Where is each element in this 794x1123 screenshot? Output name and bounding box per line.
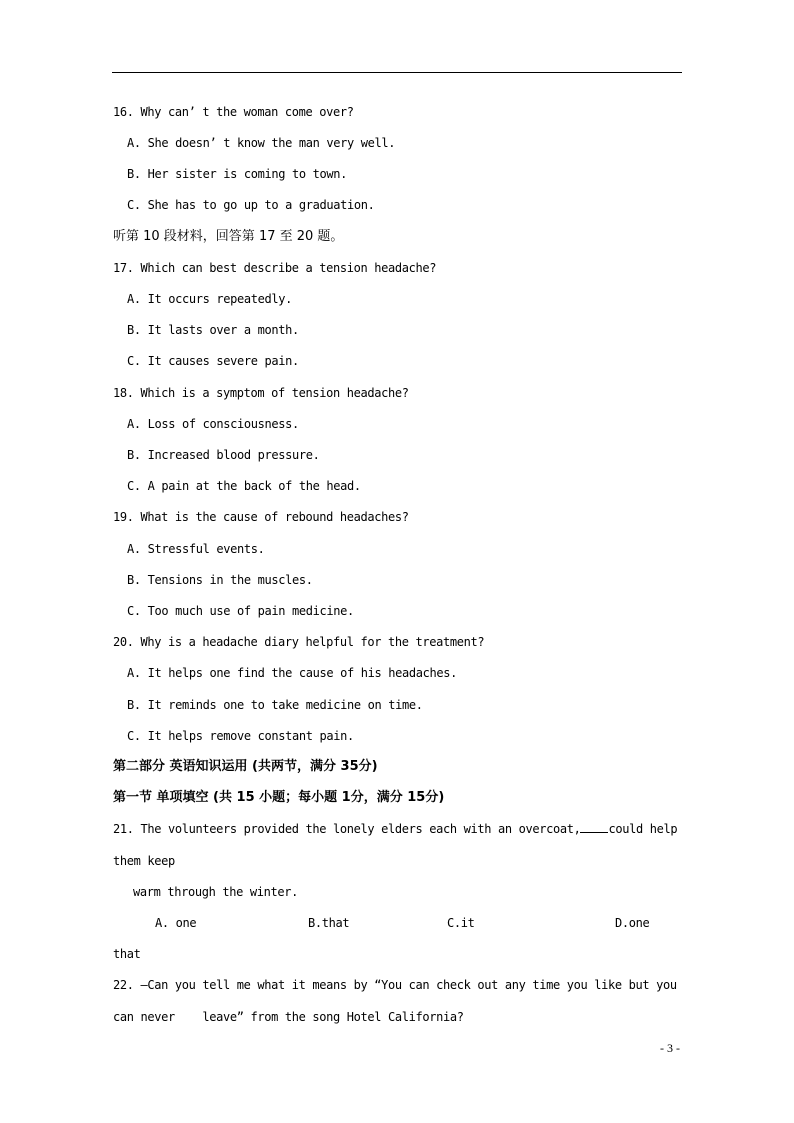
question-22-line-2: can never leave” from the song Hotel California? [113,1010,464,1024]
question-20-stem: 20. Why is a headache diary helpful for the treatment? [113,635,485,649]
header-rule [112,72,682,73]
question-17-option-c: C. It causes severe pain. [127,354,299,368]
question-20-option-c: C. It helps remove constant pain. [127,729,354,743]
question-19-stem: 19. What is the cause of rebound headaches? [113,510,409,524]
question-16-option-a: A. She doesn’ t know the man very well. [127,136,396,150]
section-1-heading: 第一节 单项填空 (共 15 小题；每小题 1分，满分 15分) [113,790,445,805]
question-21-stem-line-3: warm through the winter. [133,885,298,899]
part-2-heading: 第二部分 英语知识运用 (共两节，满分 35分) [113,759,378,774]
question-16-option-c: C. She has to go up to a graduation. [127,198,375,212]
question-22-line-1: 22. —Can you tell me what it means by “You can check out any time you like but you [113,978,677,992]
question-21-option-b: B.that [308,916,350,930]
question-21-option-a: A. one [155,916,197,930]
question-18-option-c: C. A pain at the back of the head. [127,479,361,493]
question-21-option-c: C.it [447,916,475,930]
question-19-option-b: B. Tensions in the muscles. [127,573,313,587]
question-21-stem-after-blank: could help [608,822,678,836]
question-21-stem-before-blank: 21. The volunteers provided the lonely elders each with an overcoat, [113,822,581,836]
question-21-stem-line-2: them keep [113,854,175,868]
page-number: - 3 - [660,1041,680,1055]
question-19-option-c: C. Too much use of pain medicine. [127,604,354,618]
question-17-option-a: A. It occurs repeatedly. [127,292,292,306]
question-18-stem: 18. Which is a symptom of tension headache? [113,386,409,400]
question-20-option-a: A. It helps one find the cause of his headaches. [127,666,457,680]
question-17-option-b: B. It lasts over a month. [127,323,299,337]
question-18-option-b: B. Increased blood pressure. [127,448,320,462]
question-17-stem: 17. Which can best describe a tension headache? [113,261,437,275]
question-21-stem-line-1 [113,821,677,837]
question-21-option-d: D.one [615,916,650,930]
question-19-option-a: A. Stressful events. [127,542,265,556]
question-20-option-b: B. It reminds one to take medicine on time. [127,698,423,712]
section-10-instruction: 听第 10 段材料，回答第 17 至 20 题。 [113,229,344,244]
question-18-option-a: A. Loss of consciousness. [127,417,299,431]
question-16-option-b: B. Her sister is coming to town. [127,167,347,181]
answer-blank [580,821,608,833]
question-16-stem: 16. Why can’ t the woman come over? [113,105,354,119]
question-21-option-d-continued: that [113,947,141,961]
